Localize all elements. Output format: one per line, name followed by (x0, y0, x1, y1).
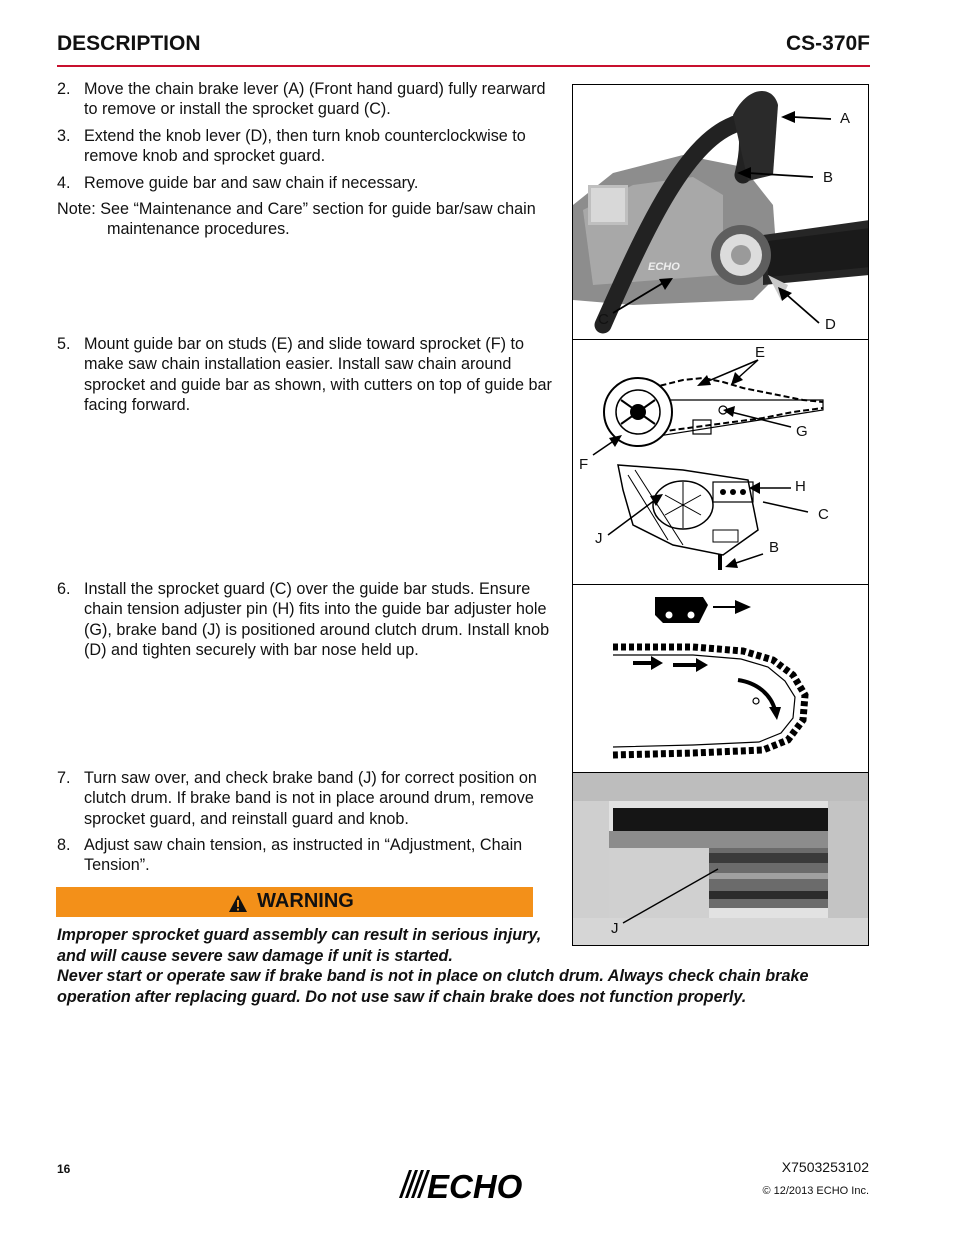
step-text: Turn saw over, and check brake band (J) for correct position on clutch drum. If brake band is not in place around drum, remove sprocket guard, and reinstall guard and knob. (84, 769, 537, 828)
step-number: 2. (57, 80, 71, 98)
step-6 (57, 579, 562, 661)
step-text: Adjust saw chain tension, as instructed in “Adjustment, Chain Tension”. (84, 836, 523, 875)
step-text: Install the sprocket guard (C) over the guide bar studs. Ensure chain tension adjuster pin (H) fits into the guide bar adjuster hole (G), brake band (J) is positioned around clutch drum. Install knob (D) and tighten securely with bar nose held up. (84, 580, 550, 660)
label-j2: J (611, 920, 619, 937)
step-text: Mount guide bar on studs (E) and slide toward sprocket (F) to make saw chain installation easier. Install saw chain around sprocket and guide bar as shown, with cutters on top of guide bar facing forward. (84, 335, 552, 415)
step-5 (57, 334, 562, 416)
label-b2: B (769, 539, 780, 556)
label-f: F (579, 456, 589, 473)
step-number: 6. (57, 580, 71, 598)
warning-line-1: Improper sprocket guard assembly can result in serious injury, and will cause severe saw damage if unit is started. (57, 926, 542, 965)
step-number: 3. (57, 127, 71, 145)
label-b: B (823, 169, 834, 186)
warning-triangle-icon (228, 894, 248, 914)
logo-text: ECHO (427, 1168, 523, 1202)
step-8 (57, 835, 562, 876)
step-2 (57, 79, 562, 120)
step-text: Move the chain brake lever (A) (Front hand guard) fully rearward to remove or install the sprocket guard (C). (84, 80, 546, 119)
step-text: Remove guide bar and saw chain if necessary. (84, 174, 419, 192)
echo-logo-mark (395, 1168, 535, 1202)
label-e: E (755, 344, 766, 361)
header-rule (57, 65, 870, 67)
figure-chainsaw-side (572, 84, 869, 340)
label-c: C (598, 311, 609, 328)
step-4 (57, 173, 562, 193)
step-number: 4. (57, 174, 71, 192)
maintenance-note (57, 199, 562, 240)
step-number: 8. (57, 836, 71, 854)
label-h: H (795, 478, 806, 495)
label-j: J (595, 530, 603, 547)
note-lead: Note: See “Maintenance and Care” section for guide bar/saw chain (57, 200, 536, 218)
copyright: © 12/2013 ECHO Inc. (762, 1185, 869, 1197)
step-7 (57, 768, 562, 829)
warning-text (57, 925, 867, 1007)
warning-title-row (56, 890, 533, 913)
echo-logo (395, 1168, 535, 1207)
warning-line-2: Never start or operate saw if brake band is not in place on clutch drum. Always check chain brake operation after replacing guard. Do not use saw if chain brake does not function properly. (57, 967, 809, 1006)
chainsaw-illustration (573, 85, 869, 340)
step-text: Extend the knob lever (D), then turn knob counterclockwise to remove knob and sprocket guard. (84, 127, 526, 166)
note-rest: maintenance procedures. (107, 220, 290, 239)
figure-brake-band (572, 772, 869, 946)
label-a: A (840, 110, 851, 127)
label-c2: C (818, 506, 829, 523)
sprocket-illustration (573, 340, 869, 585)
figure-chain-direction (572, 584, 869, 773)
page-number: 16 (57, 1162, 71, 1176)
document-id: X7503253102 (781, 1159, 869, 1175)
step-number: 5. (57, 335, 71, 353)
warning-title: WARNING (257, 890, 354, 912)
section-title: DESCRIPTION (57, 32, 201, 55)
warning-banner (56, 887, 533, 917)
step-number: 7. (57, 769, 71, 787)
label-g: G (796, 423, 808, 440)
label-d: D (825, 316, 836, 333)
fig-brand: ECHO (648, 261, 680, 273)
model-title: CS-370F (785, 32, 870, 55)
chain-direction-illustration (573, 585, 869, 773)
figure-sprocket-assembly (572, 339, 869, 585)
step-3 (57, 126, 562, 167)
